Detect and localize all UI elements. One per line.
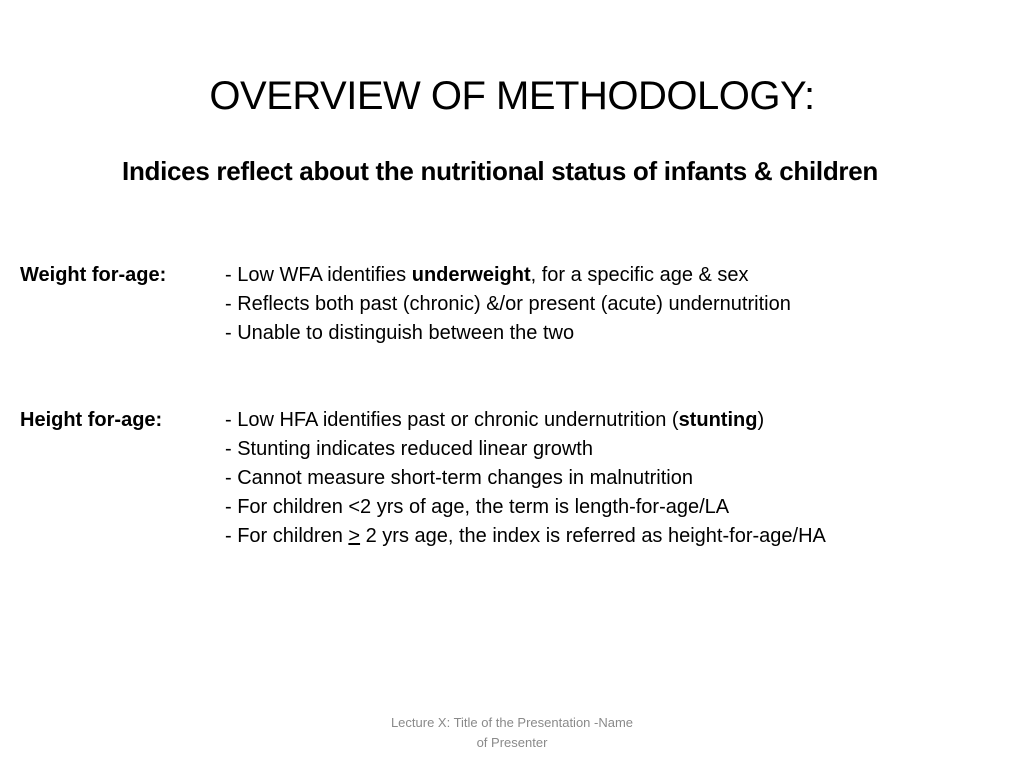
- slide-subtitle: Indices reflect about the nutritional status of infants & children: [122, 156, 878, 186]
- bullet-line: [225, 406, 826, 435]
- footer-line: Lecture X: Title of the Presentation -Name: [390, 715, 634, 730]
- bullet-text: - Low WFA identifies: [225, 264, 412, 286]
- bullet-emphasis: underweight: [411, 264, 531, 286]
- footer-line: of Presenter: [476, 735, 548, 750]
- bullet-line: - Unable to distinguish between the two: [225, 322, 575, 344]
- bullet-line: - For children <2 yrs of age, the term is length-for-age/LA: [225, 496, 730, 518]
- slide-footer: [352, 713, 672, 753]
- bullet-text: , for a specific age & sex: [530, 264, 749, 286]
- bullet-list: [225, 261, 791, 348]
- bullet-line: - Stunting indicates reduced linear growth: [225, 438, 593, 460]
- bullet-line: [225, 261, 791, 290]
- section-label: Weight for-age:: [20, 264, 167, 286]
- bullet-emphasis: stunting: [678, 409, 758, 431]
- bullet-text: ): [757, 409, 765, 431]
- slide-title: OVERVIEW OF METHODOLOGY:: [209, 74, 815, 118]
- bullet-line: - Reflects both past (chronic) &/or present (acute) undernutrition: [225, 293, 791, 315]
- bullet-list: [225, 406, 826, 551]
- bullet-text: - For children: [225, 525, 349, 547]
- bullet-text: 2 yrs age, the index is referred as height-for-age/HA: [360, 525, 826, 547]
- section-label: Height for-age:: [20, 409, 163, 431]
- bullet-line: - Cannot measure short-term changes in malnutrition: [225, 467, 693, 489]
- bullet-symbol: >: [348, 525, 361, 547]
- bullet-text: - Low HFA identifies past or chronic undernutrition (: [225, 409, 679, 431]
- bullet-line: [225, 522, 826, 551]
